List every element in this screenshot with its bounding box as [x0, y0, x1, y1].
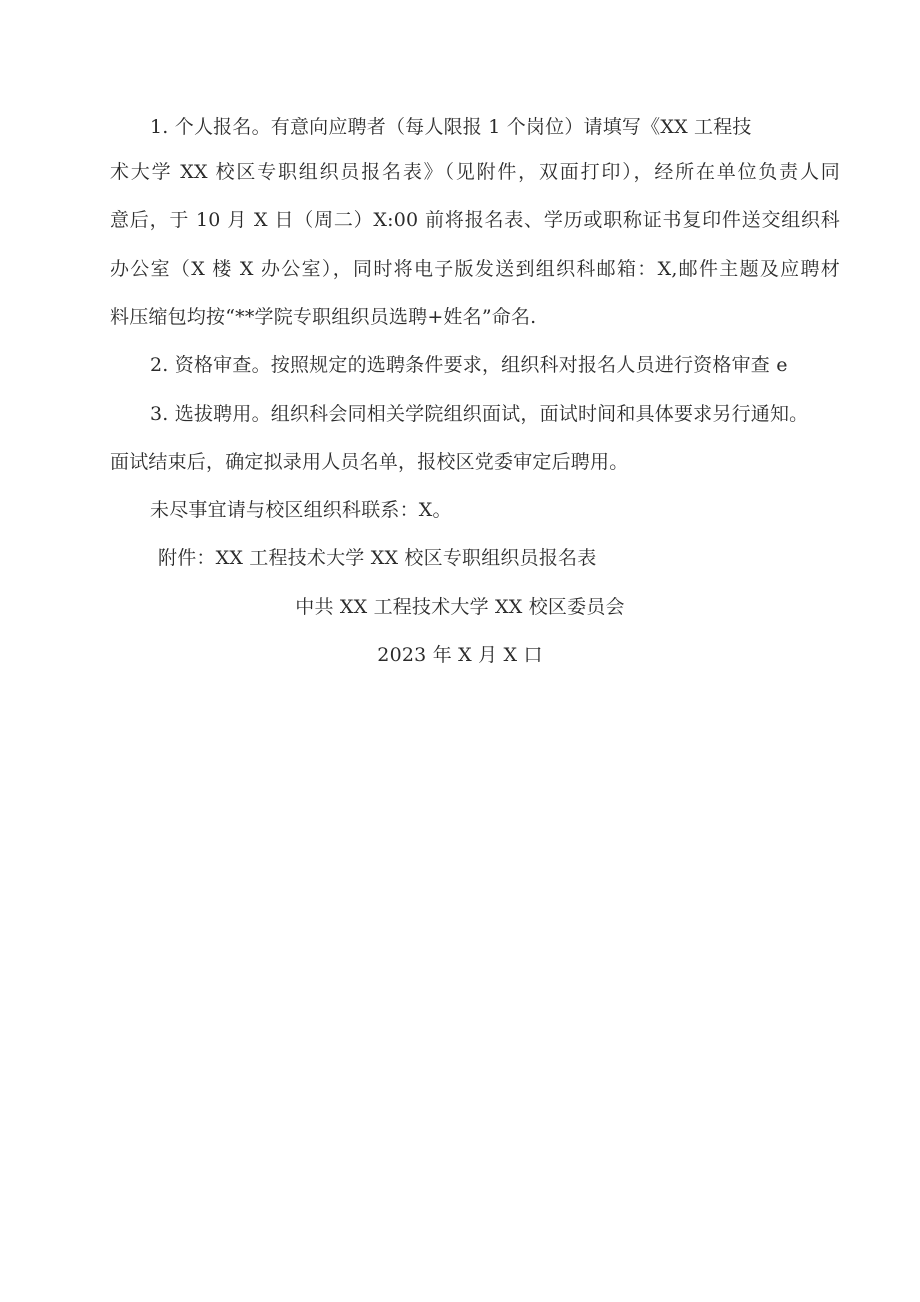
- attachment-note: 附件：XX 工程技术大学 XX 校区专职组织员报名表: [158, 547, 597, 569]
- contact-note: 未尽事宜请与校区组织科联系：X。: [150, 499, 452, 521]
- item-3-line-1: 3. 选拔聘用。组织科会同相关学院组织面试，面试时间和具体要求另行通知。: [150, 403, 809, 425]
- item-2-line-1: 2. 资格审查。按照规定的选聘条件要求，组织科对报名人员进行资格审查 e: [150, 354, 788, 376]
- item-3-line-2: 面试结束后，确定拟录用人员名单，报校区党委审定后聘用。: [110, 451, 629, 473]
- item-1-line-2: 术大学 XX 校区专职组织员报名表》（见附件，双面打印），经所在单位负责人同: [110, 161, 840, 183]
- issuer-signature: 中共 XX 工程技术大学 XX 校区委员会: [295, 596, 625, 618]
- item-1-line-1: 1. 个人报名。有意向应聘者（每人限报 1 个岗位）请填写《XX 工程技: [150, 116, 752, 138]
- item-1-line-5: 料压缩包均按“**学院专职组织员选聘+姓名”命名.: [110, 306, 537, 328]
- item-1-line-4: 办公室（X 楼 X 办公室），同时将电子版发送到组织科邮箱：X,邮件主题及应聘材: [110, 258, 840, 280]
- issue-date: 2023 年 X 月 X 口: [377, 644, 543, 666]
- item-1-line-3: 意后，于 10 月 X 日（周二）X:00 前将报名表、学历或职称证书复印件送交组织科: [110, 209, 840, 231]
